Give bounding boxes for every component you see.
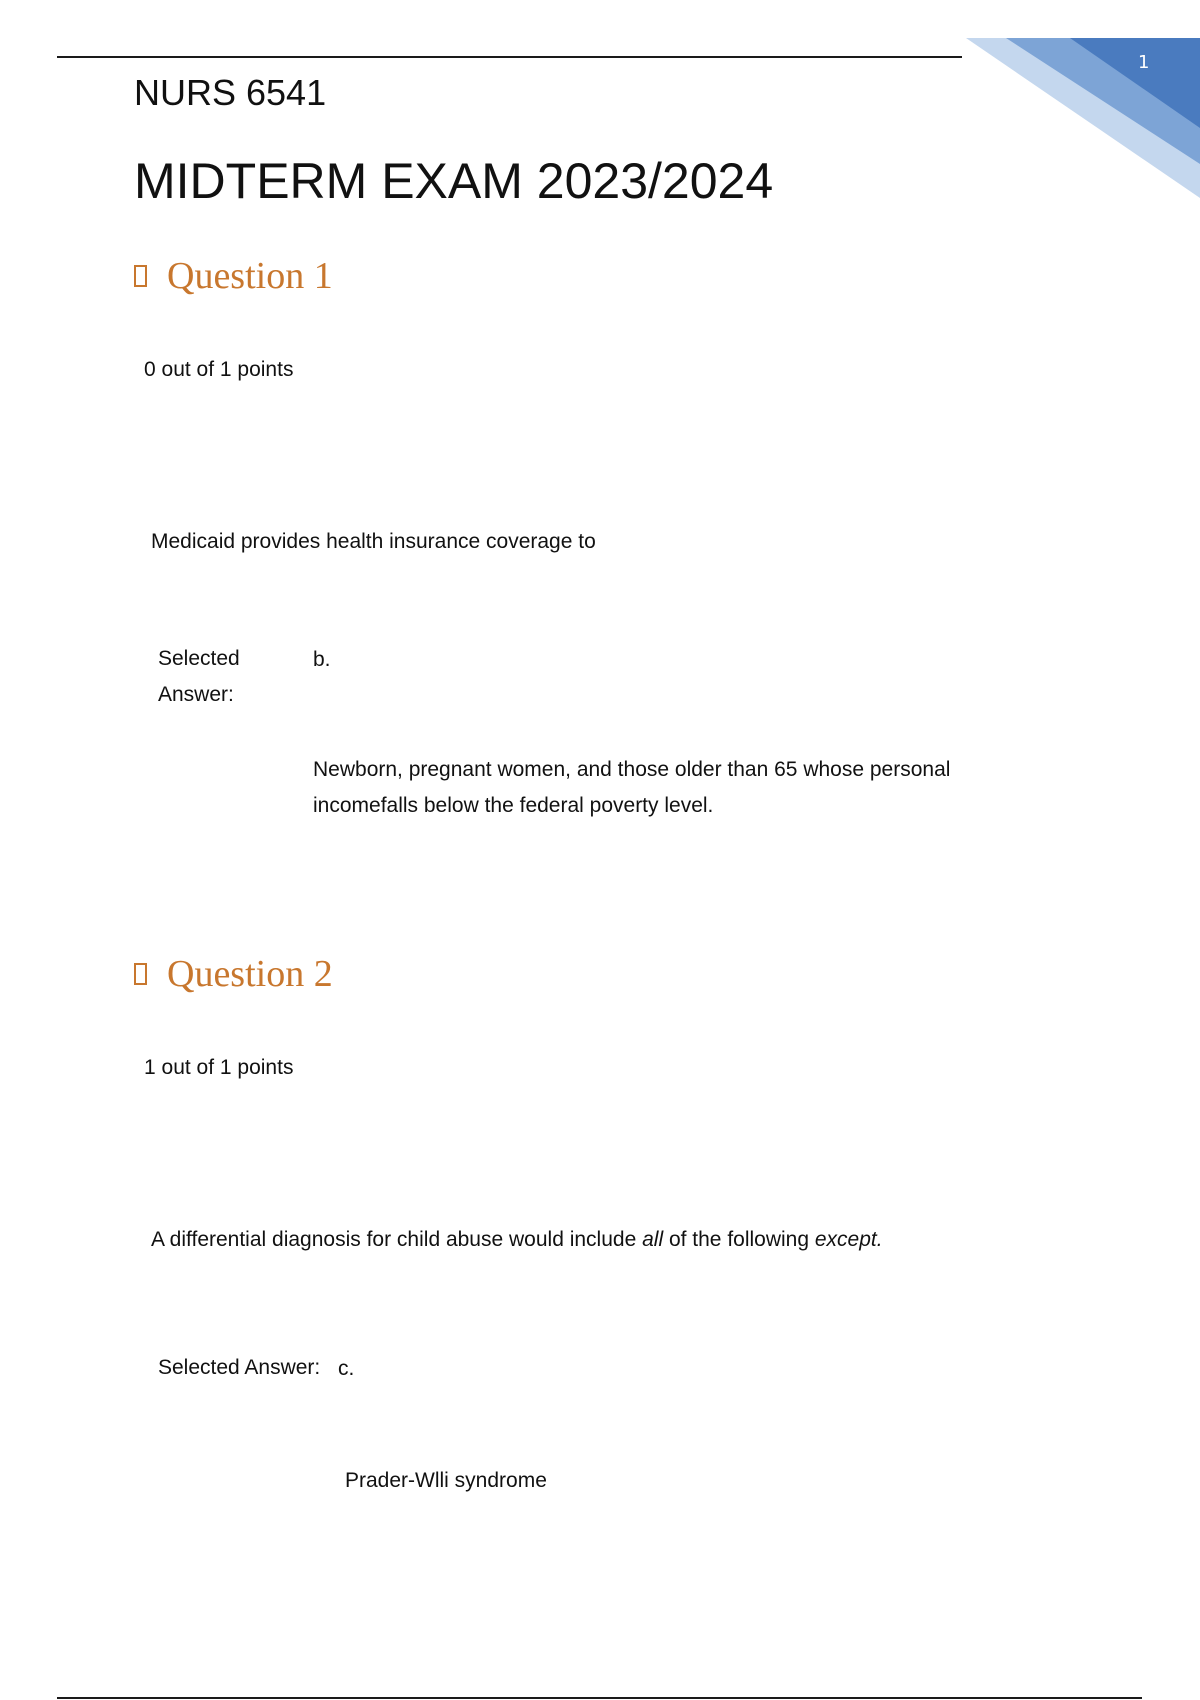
- page-number: 1: [1138, 52, 1150, 73]
- prompt-text: of the following: [663, 1228, 815, 1251]
- exam-title: MIDTERM EXAM 2023/2024: [134, 153, 774, 209]
- prompt-emphasis-all: all: [642, 1228, 664, 1251]
- question-2-answer-text: Prader-Wlli syndrome: [345, 1469, 547, 1492]
- missing-glyph-icon: [134, 963, 147, 985]
- prompt-emphasis-except: except.: [814, 1228, 883, 1251]
- question-2-selected-letter: c.: [338, 1357, 355, 1380]
- question-2-title: Question 2: [167, 953, 333, 995]
- selected-label-line-2: Answer:: [158, 683, 234, 706]
- selected-label-line-1: Selected: [158, 647, 240, 670]
- answer-line-2: incomefalls below the federal poverty level.: [313, 794, 714, 817]
- corner-decoration: [966, 38, 1200, 198]
- question-2-points: 1 out of 1 points: [144, 1056, 294, 1079]
- footer-rule: [57, 1697, 1142, 1699]
- question-2-selected-label: Selected Answer:: [158, 1356, 321, 1379]
- question-1-heading: [134, 254, 333, 298]
- question-1-answer-text: [313, 752, 950, 824]
- course-code: NURS 6541: [134, 72, 327, 113]
- question-1-prompt: Medicaid provides health insurance coverage to: [151, 530, 596, 553]
- question-2-heading: [134, 952, 333, 996]
- prompt-text: A differential diagnosis for child abuse would include: [151, 1228, 643, 1251]
- missing-glyph-icon: [134, 265, 147, 287]
- question-1-selected-label: [158, 641, 240, 713]
- question-2-prompt: [151, 1228, 883, 1252]
- question-1-points: 0 out of 1 points: [144, 358, 294, 381]
- header-rule: [57, 56, 962, 58]
- question-1-title: Question 1: [167, 255, 333, 297]
- answer-line-1: Newborn, pregnant women, and those older than 65 whose personal: [313, 758, 951, 781]
- question-1-selected-letter: b.: [313, 648, 331, 671]
